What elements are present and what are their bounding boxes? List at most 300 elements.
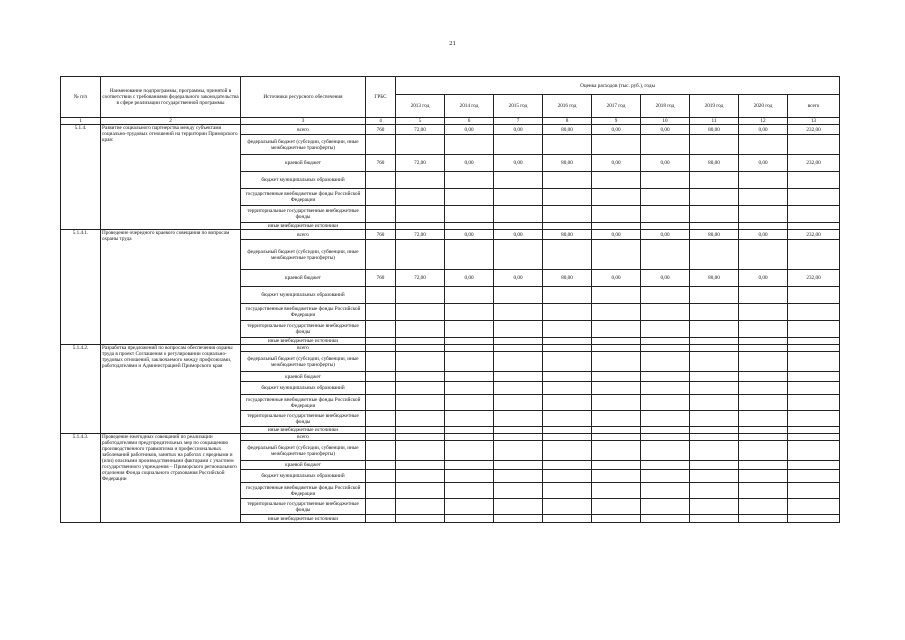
expense-value	[690, 441, 739, 461]
expense-value	[788, 499, 840, 515]
funding-source: федеральный бюджет (субсидии, субвенции, иные межбюджетные трансферты)	[241, 352, 366, 372]
column-number: 4	[366, 118, 396, 125]
expense-value: 0,00	[494, 270, 543, 287]
expense-value	[494, 470, 543, 483]
expense-value	[592, 338, 641, 345]
section-number: 5.1.4.1.	[61, 230, 101, 345]
expense-value	[641, 372, 690, 382]
expense-value	[543, 427, 592, 434]
expense-value: 72,00	[396, 230, 445, 240]
expense-value	[445, 515, 494, 523]
expense-value	[788, 321, 840, 338]
expense-value	[445, 427, 494, 434]
expense-value	[690, 287, 739, 304]
expense-value	[788, 411, 840, 427]
expense-value	[788, 189, 840, 206]
column-number: 1	[61, 118, 101, 125]
expense-value	[396, 189, 445, 206]
expense-value: 80,00	[543, 230, 592, 240]
expense-value	[739, 499, 788, 515]
expense-value	[739, 223, 788, 230]
expense-value	[543, 352, 592, 372]
expense-value	[739, 470, 788, 483]
expense-value: 0,00	[641, 230, 690, 240]
expense-value	[739, 206, 788, 223]
funding-source: федеральный бюджет (субсидии, субвенции, иные межбюджетные трансферты)	[241, 441, 366, 461]
grbs-code: 760	[366, 155, 396, 172]
expense-value	[494, 206, 543, 223]
grbs-code	[366, 382, 396, 395]
expense-value	[641, 461, 690, 470]
expense-value	[494, 434, 543, 441]
expense-value	[445, 172, 494, 189]
grbs-code	[366, 172, 396, 189]
grbs-code: 760	[366, 230, 396, 240]
expense-value	[592, 345, 641, 352]
expense-value: 0,00	[592, 230, 641, 240]
expense-value	[690, 483, 739, 499]
expense-value	[592, 135, 641, 155]
expense-value	[494, 240, 543, 270]
expense-value	[690, 240, 739, 270]
expense-value	[543, 395, 592, 411]
expense-value	[690, 352, 739, 372]
section-name: Проведение ежегодных совещаний по реализации работодателями предупредительных мер по сокращению производственного травматизма и профессиональных заболеваний работников, занятых на работах с вредными и (или) опасными производственными факторами с участием государственного учреждения – Приморского регионального отделения Фонда социального страхования Российской Федерации	[101, 434, 241, 523]
header-estimate: Оценка расходов (тыс. руб.), годы	[396, 77, 840, 95]
expense-value: 232,00	[788, 230, 840, 240]
grbs-code	[366, 338, 396, 345]
section-number: 5.1.4.3.	[61, 434, 101, 523]
expense-value	[445, 135, 494, 155]
grbs-code	[366, 372, 396, 382]
expense-value	[788, 427, 840, 434]
expense-value: 0,00	[494, 230, 543, 240]
funding-source: иные внебюджетные источники	[241, 338, 366, 345]
expense-value	[641, 382, 690, 395]
expense-value	[445, 287, 494, 304]
grbs-code	[366, 470, 396, 483]
expense-value	[494, 372, 543, 382]
grbs-code	[366, 461, 396, 470]
header-year: 2020 год	[739, 95, 788, 118]
column-number: 2	[101, 118, 241, 125]
expense-value	[543, 434, 592, 441]
expense-value	[690, 206, 739, 223]
expense-value	[788, 470, 840, 483]
expense-value	[788, 338, 840, 345]
funding-source: бюджет муниципальных образований	[241, 287, 366, 304]
expense-value	[396, 434, 445, 441]
expense-value	[788, 135, 840, 155]
expense-value	[739, 382, 788, 395]
expense-value	[445, 434, 494, 441]
funding-source: иные внебюджетные источники	[241, 515, 366, 523]
grbs-code	[366, 395, 396, 411]
table-row	[61, 230, 840, 240]
funding-source: краевой бюджет	[241, 461, 366, 470]
column-number: 9	[592, 118, 641, 125]
funding-source: всего	[241, 434, 366, 441]
expense-value: 72,00	[396, 125, 445, 135]
expense-value	[739, 427, 788, 434]
expense-value	[592, 427, 641, 434]
grbs-code	[366, 352, 396, 372]
expense-value	[641, 395, 690, 411]
expense-value	[788, 287, 840, 304]
funding-source: государственные внебюджетные фонды Российской Федерации	[241, 395, 366, 411]
expense-value: 0,00	[445, 270, 494, 287]
expense-value	[396, 499, 445, 515]
funding-source: иные внебюджетные источники	[241, 427, 366, 434]
expense-value	[690, 411, 739, 427]
grbs-code	[366, 483, 396, 499]
expense-value	[690, 304, 739, 321]
column-number: 8	[543, 118, 592, 125]
header-name: Наименование подпрограммы, программы, принятой в соответствии с требованиями федерального законодательства в сфере реализации государственной программы	[101, 77, 241, 118]
expense-value	[494, 223, 543, 230]
expense-value: 0,00	[592, 270, 641, 287]
expense-value	[592, 483, 641, 499]
expense-value	[396, 345, 445, 352]
section-name: Проведение очередного краевого совещания по вопросам охраны труда	[101, 230, 241, 345]
expense-value	[494, 382, 543, 395]
expense-value	[543, 483, 592, 499]
expense-value	[690, 338, 739, 345]
expense-value	[396, 441, 445, 461]
funding-source: территориальные государственные внебюджетные фонды	[241, 206, 366, 223]
header-year: 2015 год	[494, 95, 543, 118]
expense-value	[788, 345, 840, 352]
expense-value	[641, 345, 690, 352]
expense-value: 232,00	[788, 155, 840, 172]
expense-value	[445, 206, 494, 223]
header-year: 2013 год	[396, 95, 445, 118]
expense-value: 80,00	[690, 155, 739, 172]
expense-value	[396, 411, 445, 427]
expense-value	[494, 499, 543, 515]
expense-value: 232,00	[788, 270, 840, 287]
expense-value	[592, 499, 641, 515]
expense-value	[445, 395, 494, 411]
expense-value	[641, 189, 690, 206]
budget-table	[60, 76, 840, 523]
expense-value	[543, 172, 592, 189]
expense-value	[396, 352, 445, 372]
expense-value	[494, 411, 543, 427]
funding-source: государственные внебюджетные фонды Российской Федерации	[241, 483, 366, 499]
expense-value	[445, 470, 494, 483]
funding-source: краевой бюджет	[241, 155, 366, 172]
funding-source: территориальные государственные внебюджетные фонды	[241, 499, 366, 515]
expense-value	[445, 382, 494, 395]
expense-value	[788, 441, 840, 461]
expense-value: 232,00	[788, 125, 840, 135]
expense-value	[592, 395, 641, 411]
expense-value	[690, 499, 739, 515]
expense-value	[592, 223, 641, 230]
expense-value	[592, 461, 641, 470]
expense-value	[641, 223, 690, 230]
expense-value: 80,00	[690, 230, 739, 240]
expense-value: 0,00	[592, 125, 641, 135]
expense-value	[494, 352, 543, 372]
expense-value	[788, 352, 840, 372]
expense-value: 0,00	[739, 155, 788, 172]
expense-value	[543, 441, 592, 461]
expense-value	[739, 345, 788, 352]
expense-value	[543, 287, 592, 304]
expense-value	[739, 461, 788, 470]
expense-value: 80,00	[690, 125, 739, 135]
expense-value	[494, 483, 543, 499]
grbs-code	[366, 427, 396, 434]
expense-value	[788, 304, 840, 321]
funding-source: территориальные государственные внебюджетные фонды	[241, 411, 366, 427]
expense-value	[690, 223, 739, 230]
expense-value	[396, 515, 445, 523]
expense-value	[788, 382, 840, 395]
expense-value	[396, 461, 445, 470]
expense-value	[739, 434, 788, 441]
expense-value	[739, 372, 788, 382]
table-body	[61, 125, 840, 523]
expense-value	[494, 345, 543, 352]
expense-value	[396, 135, 445, 155]
table-header	[61, 77, 840, 125]
funding-source: краевой бюджет	[241, 372, 366, 382]
expense-value	[788, 395, 840, 411]
grbs-code: 760	[366, 125, 396, 135]
column-number: 6	[445, 118, 494, 125]
expense-value: 0,00	[641, 125, 690, 135]
expense-value	[396, 223, 445, 230]
expense-value	[445, 321, 494, 338]
expense-value	[592, 434, 641, 441]
expense-value	[788, 240, 840, 270]
header-year: 2017 год	[592, 95, 641, 118]
expense-value	[690, 321, 739, 338]
expense-value	[396, 483, 445, 499]
expense-value	[690, 434, 739, 441]
expense-value	[543, 223, 592, 230]
expense-value	[445, 304, 494, 321]
expense-value	[690, 427, 739, 434]
expense-value	[739, 135, 788, 155]
expense-value: 80,00	[543, 270, 592, 287]
expense-value	[788, 461, 840, 470]
expense-value	[592, 382, 641, 395]
expense-value	[543, 372, 592, 382]
expense-value	[494, 441, 543, 461]
expense-value	[543, 321, 592, 338]
expense-value	[739, 411, 788, 427]
expense-value	[445, 352, 494, 372]
expense-value	[739, 287, 788, 304]
expense-value: 80,00	[690, 270, 739, 287]
grbs-code	[366, 321, 396, 338]
expense-value	[739, 515, 788, 523]
expense-value	[445, 189, 494, 206]
expense-value	[543, 304, 592, 321]
grbs-code	[366, 135, 396, 155]
expense-value	[641, 515, 690, 523]
expense-value	[445, 441, 494, 461]
expense-value	[396, 304, 445, 321]
expense-value	[494, 515, 543, 523]
table-row	[61, 345, 840, 352]
expense-value	[788, 372, 840, 382]
expense-value	[739, 395, 788, 411]
expense-value: 72,00	[396, 270, 445, 287]
expense-value	[396, 321, 445, 338]
expense-value	[739, 483, 788, 499]
funding-source: всего	[241, 125, 366, 135]
expense-value	[690, 515, 739, 523]
expense-value	[690, 461, 739, 470]
expense-value	[690, 345, 739, 352]
expense-value	[690, 189, 739, 206]
table-row	[61, 125, 840, 135]
grbs-code	[366, 240, 396, 270]
column-number: 7	[494, 118, 543, 125]
header-year: 2016 год	[543, 95, 592, 118]
expense-value	[396, 427, 445, 434]
expense-value: 0,00	[494, 125, 543, 135]
funding-source: государственные внебюджетные фонды Российской Федерации	[241, 189, 366, 206]
expense-value: 0,00	[494, 155, 543, 172]
expense-value: 0,00	[445, 155, 494, 172]
funding-source: территориальные государственные внебюджетные фонды	[241, 321, 366, 338]
expense-value	[543, 461, 592, 470]
expense-value	[739, 321, 788, 338]
expense-value	[494, 172, 543, 189]
expense-value	[543, 206, 592, 223]
expense-value	[445, 223, 494, 230]
header-num: № п/п	[61, 77, 101, 118]
expense-value	[543, 499, 592, 515]
expense-value: 72,00	[396, 155, 445, 172]
expense-value	[396, 372, 445, 382]
expense-value	[543, 189, 592, 206]
expense-value	[396, 240, 445, 270]
expense-value	[543, 382, 592, 395]
expense-value	[592, 441, 641, 461]
expense-value	[592, 189, 641, 206]
expense-value	[641, 321, 690, 338]
expense-value	[641, 172, 690, 189]
expense-value: 0,00	[445, 230, 494, 240]
expense-value	[494, 189, 543, 206]
expense-value	[641, 441, 690, 461]
grbs-code	[366, 499, 396, 515]
grbs-code	[366, 441, 396, 461]
expense-value	[592, 304, 641, 321]
expense-value	[445, 338, 494, 345]
expense-value	[592, 240, 641, 270]
expense-value	[641, 470, 690, 483]
grbs-code	[366, 223, 396, 230]
expense-value	[494, 461, 543, 470]
expense-value: 0,00	[739, 230, 788, 240]
section-number: 5.1.4.	[61, 125, 101, 230]
grbs-code	[366, 345, 396, 352]
expense-value	[445, 372, 494, 382]
column-number: 3	[241, 118, 366, 125]
expense-value	[788, 206, 840, 223]
expense-value	[690, 382, 739, 395]
expense-value	[445, 345, 494, 352]
expense-value: 0,00	[445, 125, 494, 135]
section-number: 5.1.4.2.	[61, 345, 101, 434]
expense-value	[543, 135, 592, 155]
expense-value	[592, 372, 641, 382]
funding-source: государственные внебюджетные фонды Российской Федерации	[241, 304, 366, 321]
expense-value	[739, 441, 788, 461]
expense-value	[396, 206, 445, 223]
grbs-code	[366, 287, 396, 304]
expense-value	[739, 172, 788, 189]
expense-value	[641, 499, 690, 515]
expense-value	[396, 395, 445, 411]
expense-value	[788, 172, 840, 189]
expense-value	[788, 223, 840, 230]
expense-value	[592, 411, 641, 427]
expense-value	[445, 483, 494, 499]
expense-value	[494, 287, 543, 304]
funding-source: федеральный бюджет (субсидии, субвенции, иные межбюджетные трансферты)	[241, 240, 366, 270]
expense-value	[543, 240, 592, 270]
column-number: 11	[690, 118, 739, 125]
expense-value	[788, 515, 840, 523]
grbs-code: 760	[366, 270, 396, 287]
expense-value	[494, 427, 543, 434]
expense-value	[641, 287, 690, 304]
funding-source: бюджет муниципальных образований	[241, 470, 366, 483]
column-number: 10	[641, 118, 690, 125]
grbs-code	[366, 515, 396, 523]
expense-value	[494, 135, 543, 155]
expense-value	[592, 206, 641, 223]
expense-value	[543, 345, 592, 352]
expense-value	[690, 395, 739, 411]
grbs-code	[366, 434, 396, 441]
expense-value	[445, 240, 494, 270]
expense-value	[543, 338, 592, 345]
expense-value	[494, 321, 543, 338]
grbs-code	[366, 206, 396, 223]
expense-value	[396, 338, 445, 345]
expense-value	[690, 172, 739, 189]
expense-value	[739, 352, 788, 372]
expense-value: 0,00	[739, 270, 788, 287]
funding-source: краевой бюджет	[241, 270, 366, 287]
expense-value	[592, 287, 641, 304]
expense-value	[739, 338, 788, 345]
table-row	[61, 434, 840, 441]
expense-value: 0,00	[739, 125, 788, 135]
expense-value	[396, 287, 445, 304]
expense-value	[445, 411, 494, 427]
expense-value: 0,00	[641, 270, 690, 287]
expense-value: 80,00	[543, 155, 592, 172]
expense-value	[543, 515, 592, 523]
expense-value	[739, 240, 788, 270]
expense-value: 80,00	[543, 125, 592, 135]
expense-value	[396, 470, 445, 483]
header-source: Источники ресурсного обеспечения	[241, 77, 366, 118]
funding-source: бюджет муниципальных образований	[241, 382, 366, 395]
expense-value	[396, 172, 445, 189]
